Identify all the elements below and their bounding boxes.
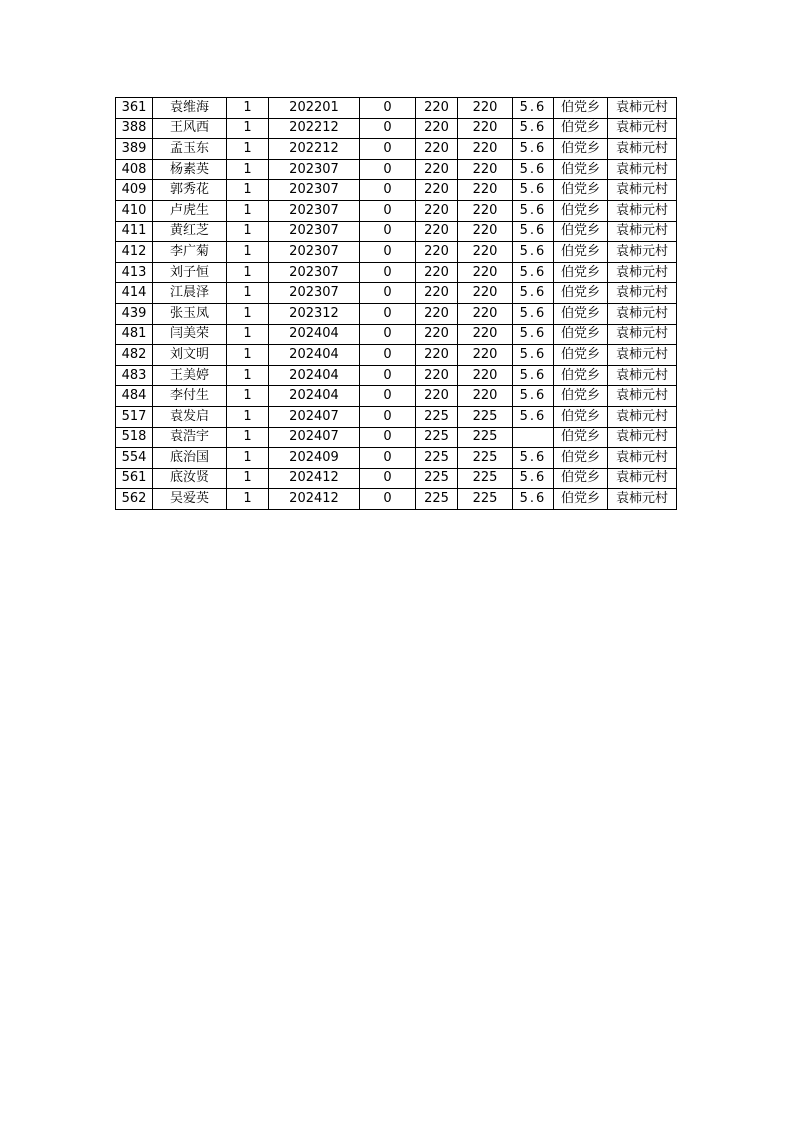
table-row	[116, 468, 677, 489]
table-row	[116, 98, 677, 119]
cell-name: 江晨泽	[153, 283, 227, 304]
cell-town: 伯党乡	[554, 386, 608, 407]
cell-date: 202201	[269, 98, 360, 119]
cell-name: 吴爱英	[153, 489, 227, 510]
cell-village: 袁柿元村	[608, 386, 677, 407]
cell-name: 张玉凤	[153, 303, 227, 324]
cell-amount-a: 220	[416, 118, 458, 139]
cell-count: 1	[227, 448, 269, 469]
table-body	[116, 98, 677, 510]
cell-rate: 5.6	[513, 262, 554, 283]
cell-name: 刘子恒	[153, 262, 227, 283]
cell-zero: 0	[360, 262, 416, 283]
cell-zero: 0	[360, 118, 416, 139]
table-row	[116, 303, 677, 324]
data-table	[115, 97, 677, 510]
cell-town: 伯党乡	[554, 98, 608, 119]
cell-rate: 5.6	[513, 365, 554, 386]
cell-name: 郭秀花	[153, 180, 227, 201]
cell-village: 袁柿元村	[608, 468, 677, 489]
cell-amount-a: 225	[416, 468, 458, 489]
cell-zero: 0	[360, 365, 416, 386]
cell-town: 伯党乡	[554, 345, 608, 366]
table-row	[116, 448, 677, 469]
cell-name: 底汝贤	[153, 468, 227, 489]
cell-rate	[513, 427, 554, 448]
cell-count: 1	[227, 427, 269, 448]
cell-zero: 0	[360, 221, 416, 242]
cell-zero: 0	[360, 180, 416, 201]
cell-zero: 0	[360, 159, 416, 180]
table-row	[116, 283, 677, 304]
cell-zero: 0	[360, 489, 416, 510]
cell-rate: 5.6	[513, 468, 554, 489]
cell-date: 202404	[269, 324, 360, 345]
cell-village: 袁柿元村	[608, 489, 677, 510]
cell-date: 202409	[269, 448, 360, 469]
cell-name: 袁维海	[153, 98, 227, 119]
cell-amount-b: 220	[458, 283, 513, 304]
cell-amount-b: 225	[458, 448, 513, 469]
cell-village: 袁柿元村	[608, 221, 677, 242]
cell-name: 杨素英	[153, 159, 227, 180]
table-row	[116, 159, 677, 180]
cell-town: 伯党乡	[554, 489, 608, 510]
cell-amount-a: 225	[416, 406, 458, 427]
cell-town: 伯党乡	[554, 448, 608, 469]
cell-amount-b: 220	[458, 180, 513, 201]
cell-town: 伯党乡	[554, 180, 608, 201]
cell-number: 554	[116, 448, 153, 469]
cell-amount-b: 220	[458, 200, 513, 221]
cell-rate: 5.6	[513, 283, 554, 304]
cell-amount-a: 225	[416, 489, 458, 510]
cell-amount-a: 225	[416, 427, 458, 448]
table-row	[116, 427, 677, 448]
cell-rate: 5.6	[513, 98, 554, 119]
table-row	[116, 139, 677, 160]
cell-amount-b: 220	[458, 365, 513, 386]
cell-amount-b: 220	[458, 221, 513, 242]
cell-town: 伯党乡	[554, 139, 608, 160]
cell-number: 411	[116, 221, 153, 242]
cell-date: 202307	[269, 180, 360, 201]
cell-number: 561	[116, 468, 153, 489]
cell-date: 202407	[269, 427, 360, 448]
cell-count: 1	[227, 118, 269, 139]
cell-amount-b: 225	[458, 489, 513, 510]
cell-amount-a: 220	[416, 98, 458, 119]
cell-zero: 0	[360, 303, 416, 324]
cell-amount-a: 220	[416, 365, 458, 386]
cell-number: 483	[116, 365, 153, 386]
table-row	[116, 221, 677, 242]
cell-number: 562	[116, 489, 153, 510]
table-row	[116, 262, 677, 283]
cell-zero: 0	[360, 139, 416, 160]
cell-zero: 0	[360, 283, 416, 304]
cell-number: 361	[116, 98, 153, 119]
cell-count: 1	[227, 303, 269, 324]
table-row	[116, 324, 677, 345]
cell-amount-a: 220	[416, 221, 458, 242]
cell-number: 518	[116, 427, 153, 448]
cell-rate: 5.6	[513, 303, 554, 324]
cell-number: 414	[116, 283, 153, 304]
cell-number: 481	[116, 324, 153, 345]
cell-village: 袁柿元村	[608, 283, 677, 304]
cell-date: 202412	[269, 489, 360, 510]
cell-amount-a: 220	[416, 324, 458, 345]
table-row	[116, 118, 677, 139]
cell-village: 袁柿元村	[608, 406, 677, 427]
cell-amount-b: 220	[458, 159, 513, 180]
table-row	[116, 345, 677, 366]
cell-date: 202307	[269, 262, 360, 283]
cell-town: 伯党乡	[554, 468, 608, 489]
cell-amount-b: 225	[458, 468, 513, 489]
cell-number: 410	[116, 200, 153, 221]
cell-date: 202407	[269, 406, 360, 427]
cell-date: 202404	[269, 345, 360, 366]
cell-name: 底治国	[153, 448, 227, 469]
cell-town: 伯党乡	[554, 324, 608, 345]
cell-number: 388	[116, 118, 153, 139]
cell-name: 孟玉东	[153, 139, 227, 160]
cell-amount-b: 220	[458, 262, 513, 283]
cell-amount-a: 220	[416, 283, 458, 304]
cell-name: 卢虎生	[153, 200, 227, 221]
cell-town: 伯党乡	[554, 283, 608, 304]
cell-town: 伯党乡	[554, 262, 608, 283]
table-row	[116, 386, 677, 407]
cell-village: 袁柿元村	[608, 303, 677, 324]
cell-date: 202212	[269, 139, 360, 160]
cell-amount-b: 220	[458, 303, 513, 324]
cell-village: 袁柿元村	[608, 200, 677, 221]
cell-town: 伯党乡	[554, 200, 608, 221]
cell-village: 袁柿元村	[608, 427, 677, 448]
cell-number: 389	[116, 139, 153, 160]
cell-rate: 5.6	[513, 180, 554, 201]
cell-amount-b: 225	[458, 427, 513, 448]
cell-name: 李付生	[153, 386, 227, 407]
cell-number: 408	[116, 159, 153, 180]
cell-count: 1	[227, 262, 269, 283]
cell-count: 1	[227, 365, 269, 386]
cell-village: 袁柿元村	[608, 262, 677, 283]
cell-date: 202307	[269, 283, 360, 304]
cell-name: 黄红芝	[153, 221, 227, 242]
cell-town: 伯党乡	[554, 221, 608, 242]
cell-name: 袁浩宇	[153, 427, 227, 448]
table-row	[116, 365, 677, 386]
cell-rate: 5.6	[513, 139, 554, 160]
cell-count: 1	[227, 283, 269, 304]
cell-amount-b: 220	[458, 242, 513, 263]
cell-town: 伯党乡	[554, 118, 608, 139]
cell-amount-b: 220	[458, 324, 513, 345]
cell-zero: 0	[360, 386, 416, 407]
cell-date: 202404	[269, 365, 360, 386]
cell-amount-b: 220	[458, 98, 513, 119]
cell-zero: 0	[360, 406, 416, 427]
cell-count: 1	[227, 468, 269, 489]
cell-zero: 0	[360, 468, 416, 489]
cell-amount-a: 220	[416, 242, 458, 263]
cell-date: 202212	[269, 118, 360, 139]
cell-date: 202307	[269, 159, 360, 180]
cell-village: 袁柿元村	[608, 159, 677, 180]
cell-name: 袁发启	[153, 406, 227, 427]
cell-rate: 5.6	[513, 159, 554, 180]
cell-amount-a: 220	[416, 303, 458, 324]
cell-name: 王风西	[153, 118, 227, 139]
cell-name: 李广菊	[153, 242, 227, 263]
cell-name: 刘文明	[153, 345, 227, 366]
cell-rate: 5.6	[513, 200, 554, 221]
cell-town: 伯党乡	[554, 303, 608, 324]
cell-rate: 5.6	[513, 324, 554, 345]
cell-rate: 5.6	[513, 489, 554, 510]
table-row	[116, 242, 677, 263]
cell-zero: 0	[360, 98, 416, 119]
cell-count: 1	[227, 406, 269, 427]
cell-zero: 0	[360, 345, 416, 366]
cell-number: 413	[116, 262, 153, 283]
cell-amount-a: 220	[416, 262, 458, 283]
cell-number: 439	[116, 303, 153, 324]
cell-zero: 0	[360, 448, 416, 469]
cell-village: 袁柿元村	[608, 118, 677, 139]
cell-count: 1	[227, 139, 269, 160]
cell-count: 1	[227, 242, 269, 263]
cell-village: 袁柿元村	[608, 98, 677, 119]
cell-date: 202412	[269, 468, 360, 489]
cell-amount-a: 220	[416, 180, 458, 201]
cell-count: 1	[227, 386, 269, 407]
cell-rate: 5.6	[513, 221, 554, 242]
cell-rate: 5.6	[513, 242, 554, 263]
cell-village: 袁柿元村	[608, 365, 677, 386]
cell-rate: 5.6	[513, 118, 554, 139]
table-row	[116, 180, 677, 201]
cell-count: 1	[227, 180, 269, 201]
cell-rate: 5.6	[513, 448, 554, 469]
cell-village: 袁柿元村	[608, 180, 677, 201]
cell-count: 1	[227, 221, 269, 242]
cell-rate: 5.6	[513, 386, 554, 407]
cell-village: 袁柿元村	[608, 324, 677, 345]
cell-date: 202307	[269, 242, 360, 263]
cell-village: 袁柿元村	[608, 345, 677, 366]
cell-name: 闫美荣	[153, 324, 227, 345]
cell-amount-a: 220	[416, 200, 458, 221]
cell-number: 412	[116, 242, 153, 263]
cell-zero: 0	[360, 242, 416, 263]
cell-amount-a: 225	[416, 448, 458, 469]
cell-date: 202404	[269, 386, 360, 407]
cell-name: 王美婷	[153, 365, 227, 386]
cell-number: 409	[116, 180, 153, 201]
cell-zero: 0	[360, 427, 416, 448]
table-row	[116, 200, 677, 221]
cell-amount-b: 220	[458, 386, 513, 407]
cell-date: 202312	[269, 303, 360, 324]
cell-count: 1	[227, 345, 269, 366]
cell-amount-a: 220	[416, 159, 458, 180]
cell-count: 1	[227, 200, 269, 221]
cell-town: 伯党乡	[554, 242, 608, 263]
cell-count: 1	[227, 159, 269, 180]
cell-zero: 0	[360, 324, 416, 345]
cell-number: 484	[116, 386, 153, 407]
cell-amount-b: 225	[458, 406, 513, 427]
cell-village: 袁柿元村	[608, 242, 677, 263]
cell-amount-a: 220	[416, 386, 458, 407]
cell-amount-b: 220	[458, 118, 513, 139]
cell-date: 202307	[269, 221, 360, 242]
cell-town: 伯党乡	[554, 406, 608, 427]
cell-amount-a: 220	[416, 139, 458, 160]
table-row	[116, 406, 677, 427]
table-row	[116, 489, 677, 510]
cell-village: 袁柿元村	[608, 448, 677, 469]
cell-date: 202307	[269, 200, 360, 221]
cell-town: 伯党乡	[554, 427, 608, 448]
cell-count: 1	[227, 324, 269, 345]
cell-amount-b: 220	[458, 139, 513, 160]
cell-amount-a: 220	[416, 345, 458, 366]
cell-number: 482	[116, 345, 153, 366]
cell-number: 517	[116, 406, 153, 427]
cell-count: 1	[227, 98, 269, 119]
cell-zero: 0	[360, 200, 416, 221]
cell-village: 袁柿元村	[608, 139, 677, 160]
cell-town: 伯党乡	[554, 159, 608, 180]
cell-count: 1	[227, 489, 269, 510]
cell-town: 伯党乡	[554, 365, 608, 386]
cell-amount-b: 220	[458, 345, 513, 366]
cell-rate: 5.6	[513, 406, 554, 427]
cell-rate: 5.6	[513, 345, 554, 366]
